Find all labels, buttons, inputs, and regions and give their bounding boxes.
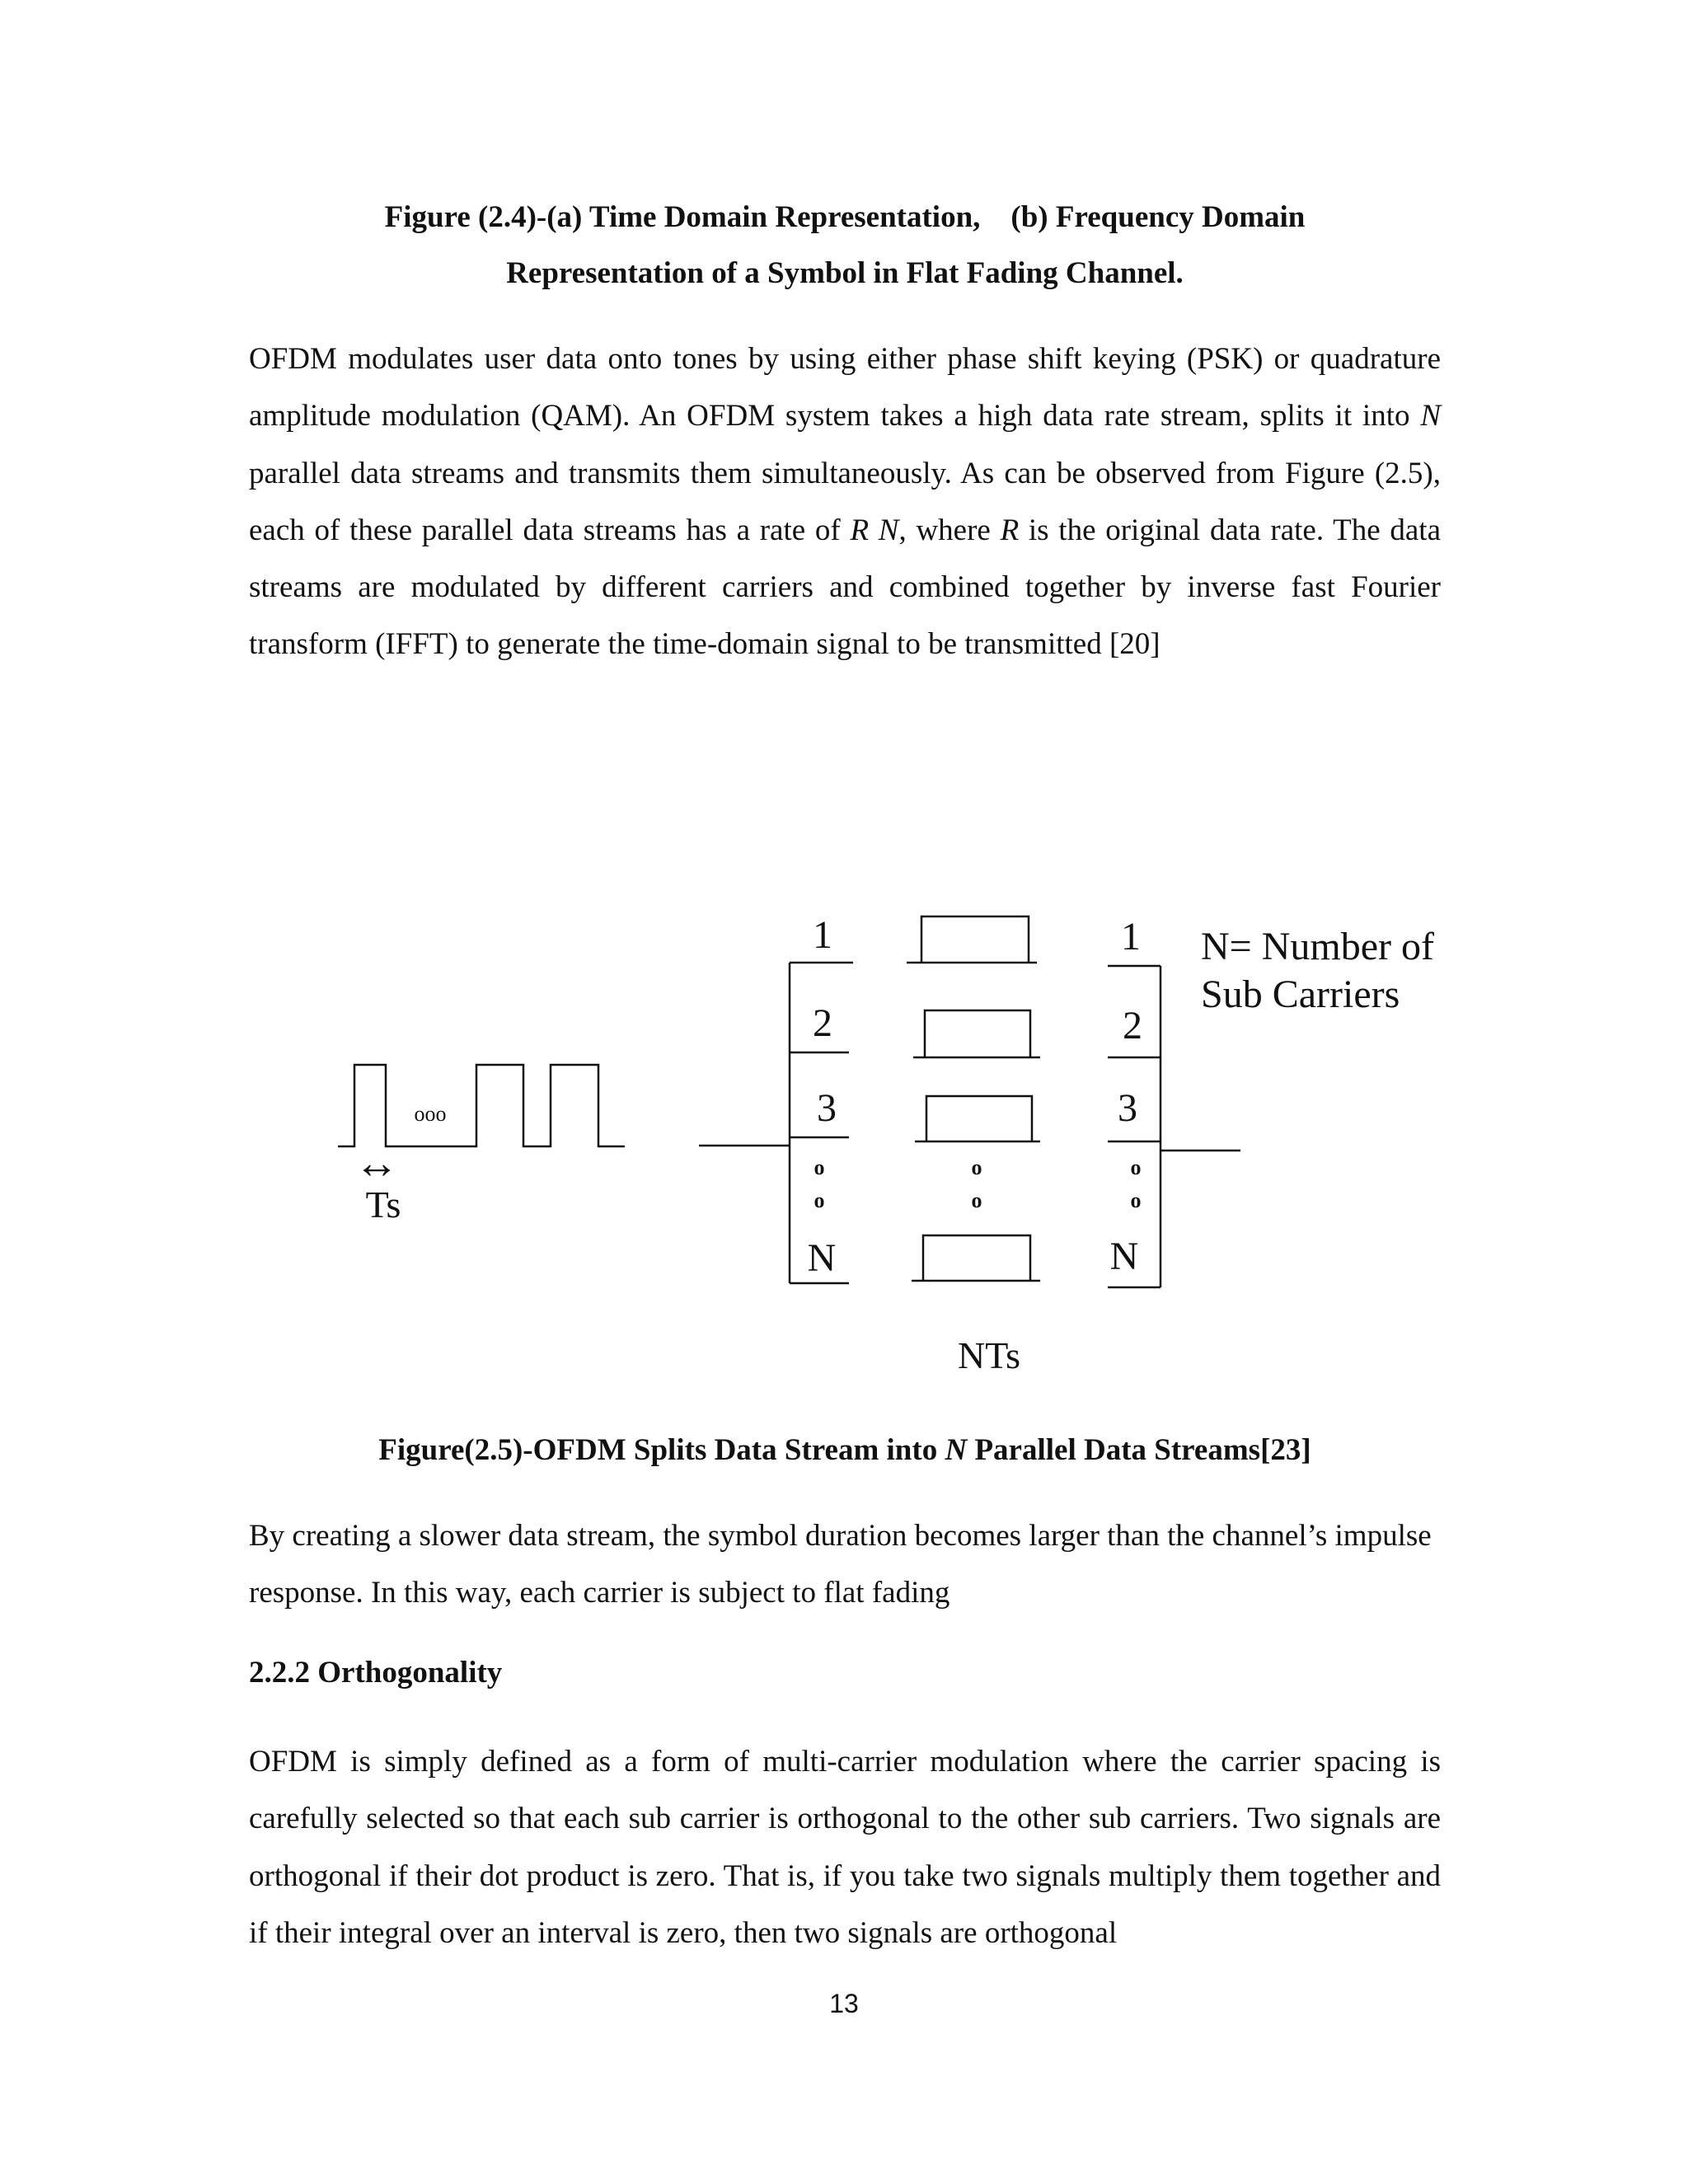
right-label-n: N [1109,1235,1139,1278]
figure-2-5-caption-n: N [945,1433,968,1467]
paragraph-1-text-c: , where [898,513,1001,547]
middle-dot-2: o [971,1188,982,1212]
body-paragraph-3: OFDM is simply defined as a form of multi-carrier modulation where the carrier spacing is carefully selected so that each sub carrier is orthogonal to the other sub carriers. Two signals are orthogonal if their dot product is zero. That is, if you take two signals multiply them together and if their integral over an interval is zero, then two signals are orthogonal [249,1745,1441,1950]
paragraph-1-text-a: OFDM modulates user data onto tones by using either phase shift keying (PSK) or quadrature amplitude modulation (QAM). An OFDM system takes a high data rate stream, splits it into [249,342,1441,434]
right-label-3: 3 [1118,1086,1137,1130]
double-arrow-icon: ↔ [354,1138,399,1188]
page-number: 13 [829,1989,859,2018]
serial-pulse-train [338,1065,625,1146]
right-dot-1: o [1130,1155,1142,1179]
figure-2-5-caption-text-b: Parallel Data Streams[23] [967,1433,1311,1467]
symbol-dots: ooo [414,1102,447,1126]
paragraph-1-text-b: parallel data streams and transmits them simultaneously. As can be observed from Figure (2.5), each of these parallel data streams has a rate of [249,456,1441,547]
left-label-n: N [807,1236,837,1280]
symbol-r: R [1000,513,1020,547]
body-paragraph-2: By creating a slower data stream, the symbol duration becomes larger than the channel’s impulse response. In this way, each carrier is subject to flat fading [249,1519,1432,1610]
ts-label: Ts [365,1183,401,1226]
figure-2-5-diagram [0,890,1688,1385]
middle-dot-1: o [971,1155,982,1179]
left-dot-1: o [814,1155,825,1179]
left-label-1: 1 [813,913,832,957]
right-dot-2: o [1130,1188,1142,1212]
paragraph-1-text-d: is the original data rate. The data streams are modulated by different carriers and combined together by inverse fast Fourier transform (IFFT) to generate the time-domain signal to be transmitted [20] [249,513,1442,662]
figure-2-4-caption-line1: Figure (2.4)-(a) Time Domain Representation, (b) Frequency Domain [384,200,1306,234]
left-dot-2: o [814,1188,825,1212]
middle-box-2 [913,1010,1040,1057]
figure-2-5-caption-text-a: Figure(2.5)-OFDM Splits Data Stream into [378,1433,945,1467]
left-label-2: 2 [813,1001,832,1045]
section-heading: 2.2.2 Orthogonality [249,1656,503,1690]
figure-2-4-caption [247,190,1442,302]
nts-label: NTs [957,1334,1021,1376]
body-paragraph-1 [249,330,1441,673]
right-label-1: 1 [1121,915,1141,958]
subcarrier-note-line2: Sub Carriers [1201,972,1400,1016]
right-label-2: 2 [1123,1004,1142,1047]
middle-box-1 [907,916,1037,963]
figure-2-4-caption-line2: Representation of a Symbol in Flat Fading Channel. [506,256,1184,290]
subcarrier-note-line1: N= Number of [1201,925,1435,968]
middle-box-n [912,1235,1040,1281]
middle-box-3 [915,1096,1040,1141]
symbol-r-n: R N [850,513,899,547]
figure-2-5-caption [247,1422,1442,1479]
left-label-3: 3 [817,1086,837,1130]
symbol-n: N [1420,399,1441,434]
